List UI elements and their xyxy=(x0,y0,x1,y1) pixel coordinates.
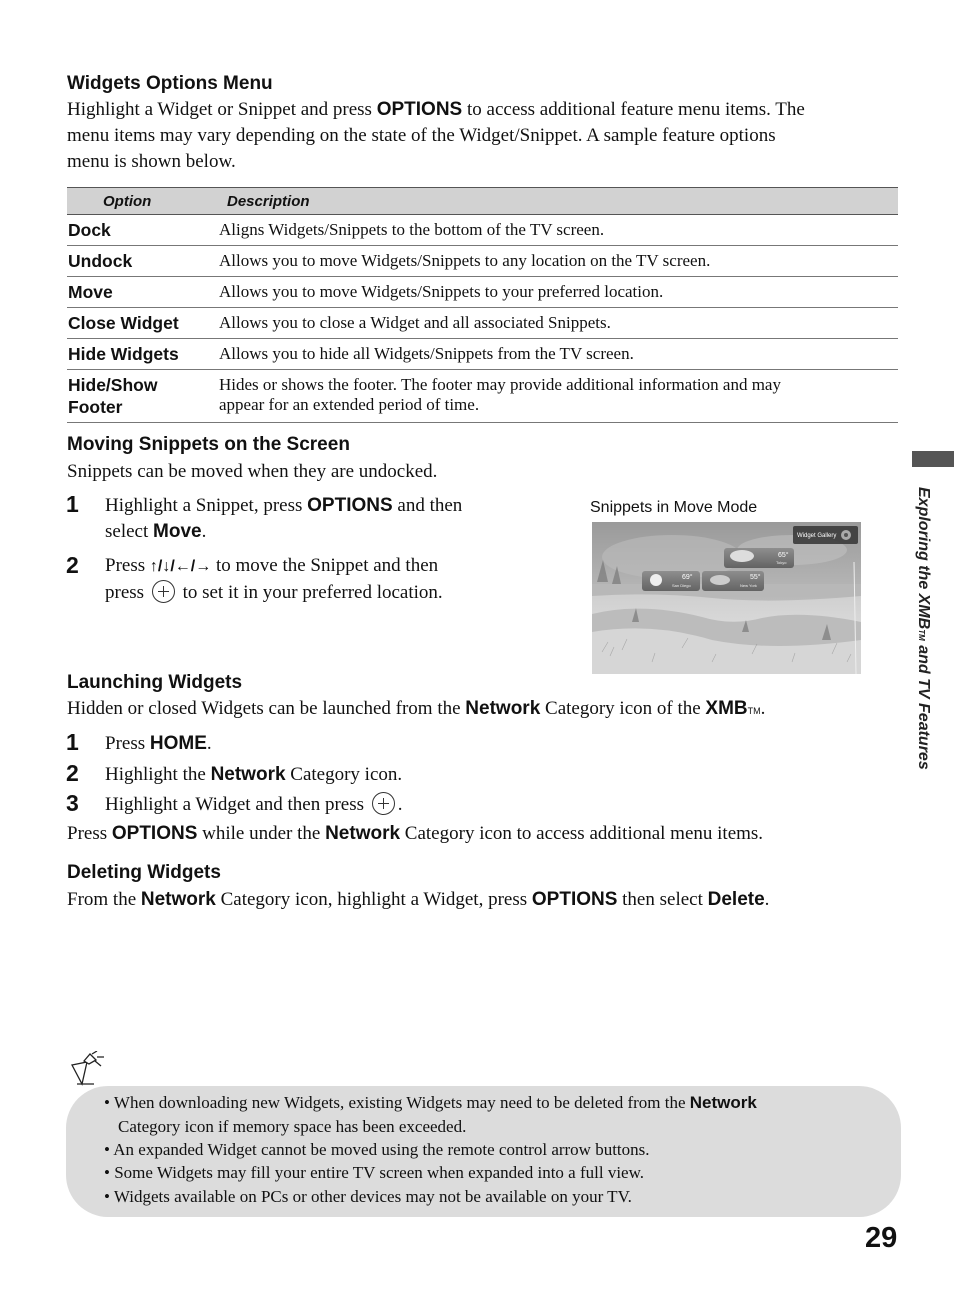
note-item: • Widgets available on PCs or other devices may not be available on your TV. xyxy=(104,1187,632,1206)
note-item-continued: Category icon if memory space has been exceeded. xyxy=(118,1117,467,1136)
option-cell: Close Widget xyxy=(67,308,217,339)
table-row xyxy=(67,215,898,246)
description-cell: Allows you to move Widgets/Snippets to your preferred location. xyxy=(217,277,898,308)
step-number: 3 xyxy=(66,790,79,816)
arrow-keys-icon: ↑/↓/←/→ xyxy=(149,558,212,575)
snippet-temp: 65° xyxy=(778,552,789,559)
column-header-description: Description xyxy=(217,188,898,215)
step-number: 2 xyxy=(66,760,79,786)
moving-step-1: Highlight a Snippet, press OPTIONS and then select Move. xyxy=(105,495,463,542)
photo-caption: Snippets in Move Mode xyxy=(590,499,758,516)
description-cell: Allows you to hide all Widgets/Snippets from the TV screen. xyxy=(217,339,898,370)
chapter-title: Exploring the XMBTM and TV Features xyxy=(915,487,932,770)
section-heading-widgets-options: Widgets Options Menu xyxy=(67,73,273,94)
table-row xyxy=(67,339,898,370)
snippet-city: San Diego xyxy=(672,583,691,588)
option-cell: Hide/Show Footer xyxy=(67,370,217,423)
step-number: 1 xyxy=(66,491,79,517)
page-number: 29 xyxy=(865,1222,898,1254)
section-heading-moving-snippets: Moving Snippets on the Screen xyxy=(67,434,350,455)
table-row xyxy=(67,246,898,277)
step-number: 1 xyxy=(66,729,79,755)
step-number: 2 xyxy=(66,552,79,578)
note-item: • When downloading new Widgets, existing Widgets may need to be deleted from the Network xyxy=(104,1093,757,1112)
chapter-tab xyxy=(912,451,954,467)
table-row xyxy=(67,277,898,308)
description-cell: Aligns Widgets/Snippets to the bottom of the TV screen. xyxy=(217,215,898,246)
enter-button-icon xyxy=(152,580,175,603)
note-item: • Some Widgets may fill your entire TV screen when expanded into a full view. xyxy=(104,1163,645,1182)
snippet-city: Tokyo xyxy=(776,560,787,565)
widgets-options-intro: Highlight a Widget or Snippet and press OPTIONS to access additional feature menu items. The menu items may vary depending on the state of the Widget/Snippet. A sample feature options menu is shown below. xyxy=(67,99,805,172)
snippet-city: New York xyxy=(740,583,757,588)
description-cell: Allows you to close a Widget and all associated Snippets. xyxy=(217,308,898,339)
column-header-option: Option xyxy=(67,188,217,215)
section-heading-launching-widgets: Launching Widgets xyxy=(67,672,243,693)
snippet-temp: 55° xyxy=(750,574,761,581)
launching-step-3: Highlight a Widget and then press . xyxy=(105,794,403,815)
launching-intro: Hidden or closed Widgets can be launched from the Network Category icon of the XMBTM. xyxy=(67,698,766,719)
options-table xyxy=(67,187,898,423)
option-cell: Hide Widgets xyxy=(67,339,217,370)
moving-intro: Snippets can be moved when they are undocked. xyxy=(67,461,438,482)
enter-button-icon xyxy=(372,792,395,815)
launching-step-2: Highlight the Network Category icon. xyxy=(105,764,403,785)
snippet-temp: 69° xyxy=(682,574,693,581)
table-row xyxy=(67,370,898,423)
table-row xyxy=(67,308,898,339)
widget-gallery-label: Widget Gallery xyxy=(797,533,837,539)
description-cell: Allows you to move Widgets/Snippets to any location on the TV screen. xyxy=(217,246,898,277)
deleting-text: From the Network Category icon, highlight a Widget, press OPTIONS then select Delete. xyxy=(67,889,770,910)
option-cell: Move xyxy=(67,277,217,308)
note-item: • An expanded Widget cannot be moved using the remote control arrow buttons. xyxy=(104,1140,650,1159)
launching-step-1: Press HOME. xyxy=(105,733,212,754)
moving-step-2: Press ↑/↓/←/→ to move the Snippet and then press to set it in your preferred location. xyxy=(105,555,443,603)
launching-after-text: Press OPTIONS while under the Network Category icon to access additional menu items. xyxy=(67,823,764,844)
option-cell: Undock xyxy=(67,246,217,277)
description-cell: Hides or shows the footer. The footer may provide additional information and may appear for an extended period of time. xyxy=(217,370,898,423)
section-heading-deleting-widgets: Deleting Widgets xyxy=(67,862,221,883)
snippets-move-mode-screenshot xyxy=(592,522,861,674)
option-cell: Dock xyxy=(67,215,217,246)
